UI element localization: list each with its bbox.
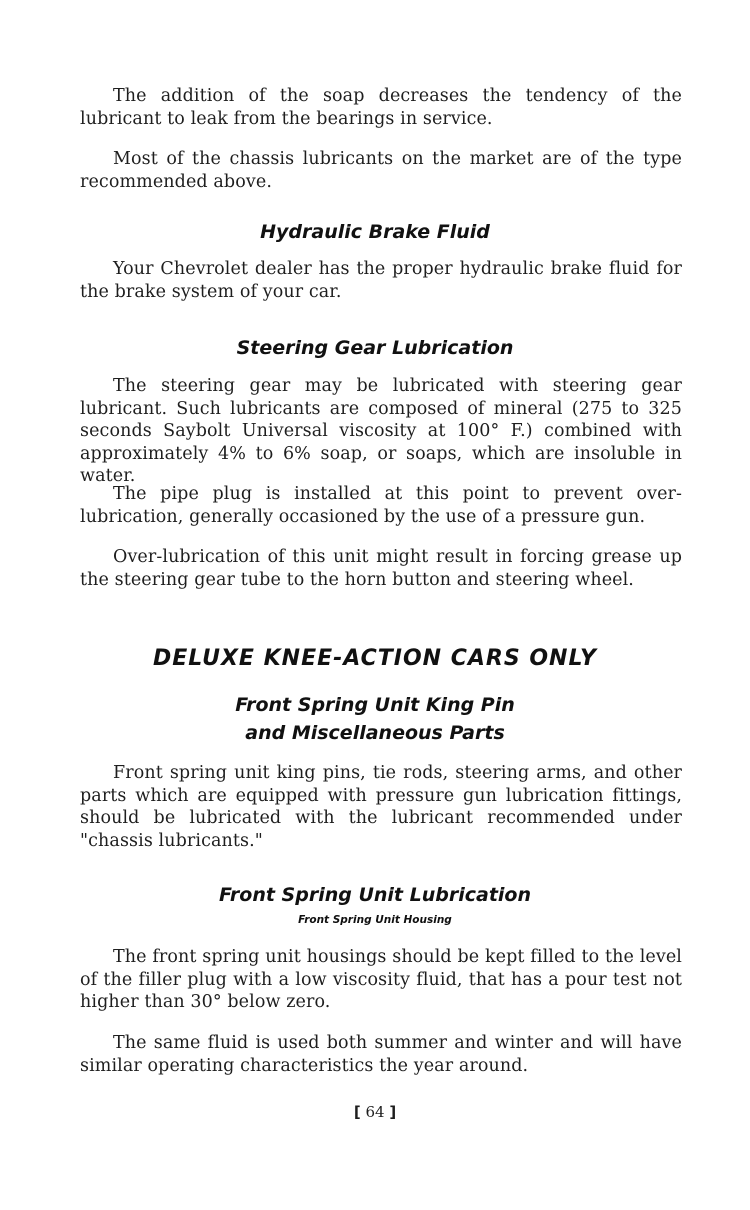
paragraph-steering-gear: The steering gear may be lubricated with steering gear lubricant. Such lubricants are composed of mineral (275 to 325 seconds Saybolt Universal viscosity at 100° F.) combined with approximately 4% to 6% soap, or soaps, which are insoluble in water.	[80, 376, 682, 486]
page-number	[0, 1103, 750, 1121]
folio-close-bracket: ]	[389, 1103, 397, 1121]
paragraph-pipe-plug: The pipe plug is installed at this point to prevent over-lubrication, generally occasioned by the use of a pressure gun.	[80, 484, 682, 527]
folio-number: 64	[365, 1103, 385, 1121]
subheading-front-spring-unit-housing: Front Spring Unit Housing	[298, 914, 452, 926]
heading-hydraulic-brake-fluid: Hydraulic Brake Fluid	[260, 221, 490, 243]
paragraph-chassis-lubricants: Most of the chassis lubricants on the market are of the type recommended above.	[80, 149, 682, 192]
heading-steering-gear-lubrication: Steering Gear Lubrication	[236, 337, 514, 359]
folio-open-bracket: [	[353, 1103, 361, 1121]
paragraph-soap-addition: The addition of the soap decreases the tendency of the lubricant to leak from the bearings in service.	[80, 86, 682, 129]
heading-front-spring-unit-lubrication: Front Spring Unit Lubrication	[219, 884, 531, 906]
paragraph-king-pins: Front spring unit king pins, tie rods, steering arms, and other parts which are equipped with pressure gun lubrication fittings, should be lubricated with the lubricant recommended under "chassis lubricants."	[80, 763, 682, 851]
paragraph-over-lubrication: Over-lubrication of this unit might result in forcing grease up the steering gear tube to the horn button and steering wheel.	[80, 547, 682, 590]
heading-king-pin-line2: and Miscellaneous Parts	[245, 722, 505, 744]
paragraph-same-fluid: The same fluid is used both summer and winter and will have similar operating characteristics the year around.	[80, 1033, 682, 1076]
heading-deluxe-knee-action: DELUXE KNEE-ACTION CARS ONLY	[153, 646, 597, 671]
heading-king-pin-line1: Front Spring Unit King Pin	[235, 694, 515, 716]
paragraph-housings: The front spring unit housings should be kept filled to the level of the filler plug with a low viscosity fluid, that has a pour test not higher than 30° below zero.	[80, 947, 682, 1012]
paragraph-brake-fluid: Your Chevrolet dealer has the proper hydraulic brake fluid for the brake system of your car.	[80, 259, 682, 302]
